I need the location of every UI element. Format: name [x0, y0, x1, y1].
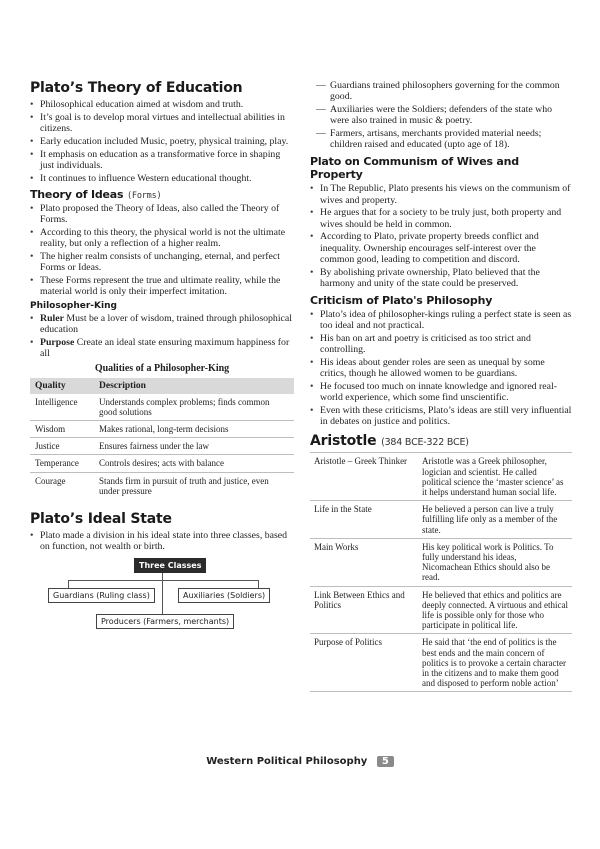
list-item: • In The Republic, Plato presents his views on the communism of wives and property.	[310, 183, 572, 205]
list-item: — Guardians trained philosophers governing for the common good.	[310, 80, 572, 102]
list-item: • Plato made a division in his ideal state into three classes, based on function, not wealth or birth.	[30, 530, 294, 552]
criticism-list	[310, 309, 572, 427]
table-cell: Aristotle was a Greek philosopher, logician and scientist. He called political science the ‘master science’ as it helps understand human social life.	[418, 453, 572, 501]
table-cell: Aristotle – Greek Thinker	[310, 453, 418, 501]
table-cell: Justice	[30, 438, 94, 455]
list-item: • He focused too much on innate knowledge and ignored real-world experience, which some find unscientific.	[310, 381, 572, 403]
table-row	[310, 586, 572, 634]
table-cell: Link Between Ethics and Politics	[310, 586, 418, 634]
table-cell: Stands firm in pursuit of truth and justice, even under pressure	[99, 475, 269, 496]
page-footer	[0, 756, 600, 767]
table-cell: Temperance	[30, 455, 94, 472]
purpose-key: Purpose	[40, 337, 75, 349]
list-item: • These Forms represent the true and ultimate reality, while the material world is only their imperfect imitation.	[30, 275, 294, 297]
list-item: • Plato’s idea of philosopher-kings ruling a perfect state is seen as too ideal and not practical.	[310, 309, 572, 331]
table-header-row	[30, 378, 294, 394]
king-title: Philosopher-King	[30, 301, 117, 312]
table-cell: He believed a person can live a truly fulfilling life only as a member of the state.	[418, 501, 572, 539]
list-item: • It continues to influence Western educational thought.	[30, 173, 294, 184]
table-row	[30, 455, 294, 472]
table-cell: His key political work is Politics. To fully understand his ideas, Nicomachean Ethics should also be read.	[418, 538, 572, 586]
right-column	[310, 80, 572, 692]
list-item: • According to this theory, the physical world is not the ultimate reality, but only a reflection of a higher realm.	[30, 227, 294, 249]
table-row	[30, 438, 294, 455]
list-item	[30, 313, 294, 335]
communism-list	[310, 183, 572, 289]
qualities-caption: Qualities of a Philosopher-King	[94, 362, 230, 374]
table-row	[310, 634, 572, 692]
list-item: • He argues that for a society to be truly just, both property and wives should be held in common.	[310, 207, 572, 229]
list-item: • Early education included Music, poetry, physical training, play.	[30, 136, 294, 147]
table-cell: Main Works	[310, 538, 418, 586]
diagram-right-node: Auxiliaries (Soldiers)	[178, 588, 270, 603]
table-row	[310, 453, 572, 501]
ideas-title	[30, 188, 294, 201]
left-column	[30, 80, 294, 638]
footer-title: Western Political Philosophy	[206, 756, 368, 767]
three-classes-diagram	[30, 558, 294, 638]
column-header: Quality	[30, 378, 94, 394]
ideas-list	[30, 203, 294, 297]
table-cell: Ensures fairness under the law	[94, 438, 294, 455]
education-list	[30, 99, 294, 184]
table-cell: Life in the State	[310, 501, 418, 539]
aristotle-title-text: Aristotle	[310, 433, 377, 450]
list-item: • His ideas about gender roles are seen as unequal by some critics, though he allowed women to be guardians.	[310, 357, 572, 379]
purpose-text: Create an ideal state ensuring maximum happiness for all	[40, 337, 290, 360]
table-cell: Makes rational, long-term decisions	[94, 421, 294, 438]
table-cell: Understands complex problems; finds common good solutions	[94, 394, 294, 421]
table-cell: Purpose of Politics	[310, 634, 418, 692]
column-header: Description	[94, 378, 294, 394]
qualities-table	[30, 378, 294, 499]
aristotle-title	[310, 433, 572, 449]
diagram-left-node: Guardians (Ruling class)	[48, 588, 155, 603]
list-item	[30, 337, 294, 359]
list-item: — Auxiliaries were the Soldiers; defenders of the state who were also trained in music & poetry.	[310, 104, 572, 126]
table-cell: Wisdom	[30, 421, 94, 438]
list-item: • The higher realm consists of unchanging, eternal, and perfect Forms or Ideas.	[30, 251, 294, 273]
aristotle-subtitle: (384 BCE-322 BCE)	[381, 437, 469, 449]
list-item: • Even with these criticisms, Plato’s ideas are still very influential in debates on justice and politics.	[310, 405, 572, 427]
table-row	[30, 421, 294, 438]
list-item: • It emphasis on education as a transformative force in shaping just individuals.	[30, 149, 294, 171]
table-row	[30, 472, 294, 499]
table-cell: Intelligence	[30, 394, 94, 421]
table-cell: He believed that ethics and politics are deeply connected. A virtuous and ethical life is possible only for those who participate in political life.	[418, 586, 572, 634]
list-item: • Plato proposed the Theory of Ideas, also called the Theory of Forms.	[30, 203, 294, 225]
table-row	[310, 501, 572, 539]
table-row	[310, 538, 572, 586]
classes-list	[310, 80, 572, 150]
table-row	[30, 394, 294, 421]
ideal-state-title: Plato’s Ideal State	[30, 511, 172, 528]
table-cell: He said that ‘the end of politics is the best ends and the main concern of politics is to provoke a certain character in the citizens and to make them good and disposed to perform noble action’	[418, 634, 572, 692]
ideas-subtitle: (Forms)	[127, 190, 162, 201]
connector-line	[68, 580, 258, 581]
list-item: • It’s goal is to develop moral virtues and intellectual abilities in citizens.	[30, 112, 294, 134]
list-item: — Farmers, artisans, merchants provided material needs; children raised and educated (upto age of 18).	[310, 128, 572, 150]
ruler-text: Must be a lover of wisdom, trained through philosophical education	[40, 313, 292, 336]
diagram-bottom-node: Producers (Farmers, merchants)	[96, 614, 234, 629]
king-list	[30, 313, 294, 359]
page-number: 5	[377, 756, 394, 767]
list-item: • Philosophical education aimed at wisdom and truth.	[30, 99, 294, 110]
criticism-title: Criticism of Plato's Philosophy	[310, 294, 493, 308]
list-item: • By abolishing private ownership, Plato believed that the harmony and unity of the state could be preserved.	[310, 267, 572, 289]
ruler-key: Ruler	[40, 313, 64, 325]
education-title: Plato’s Theory of Education	[30, 80, 243, 96]
table-cell: Controls desires; acts with balance	[94, 455, 294, 472]
list-item: • His ban on art and poetry is criticised as too strict and controlling.	[310, 333, 572, 355]
communism-title: Plato on Communism of Wives and Property	[310, 155, 519, 182]
table-cell: Courage	[35, 475, 66, 486]
aristotle-table	[310, 452, 572, 692]
diagram-top-node: Three Classes	[134, 558, 206, 573]
list-item: • According to Plato, private property breeds conflict and inequality. Ownership encourages self-interest over the common good, leading to competition and discord.	[310, 231, 572, 265]
ideas-title-text: Theory of Ideas	[30, 187, 124, 201]
ideal-state-list	[30, 530, 294, 552]
connector-line	[162, 570, 163, 618]
